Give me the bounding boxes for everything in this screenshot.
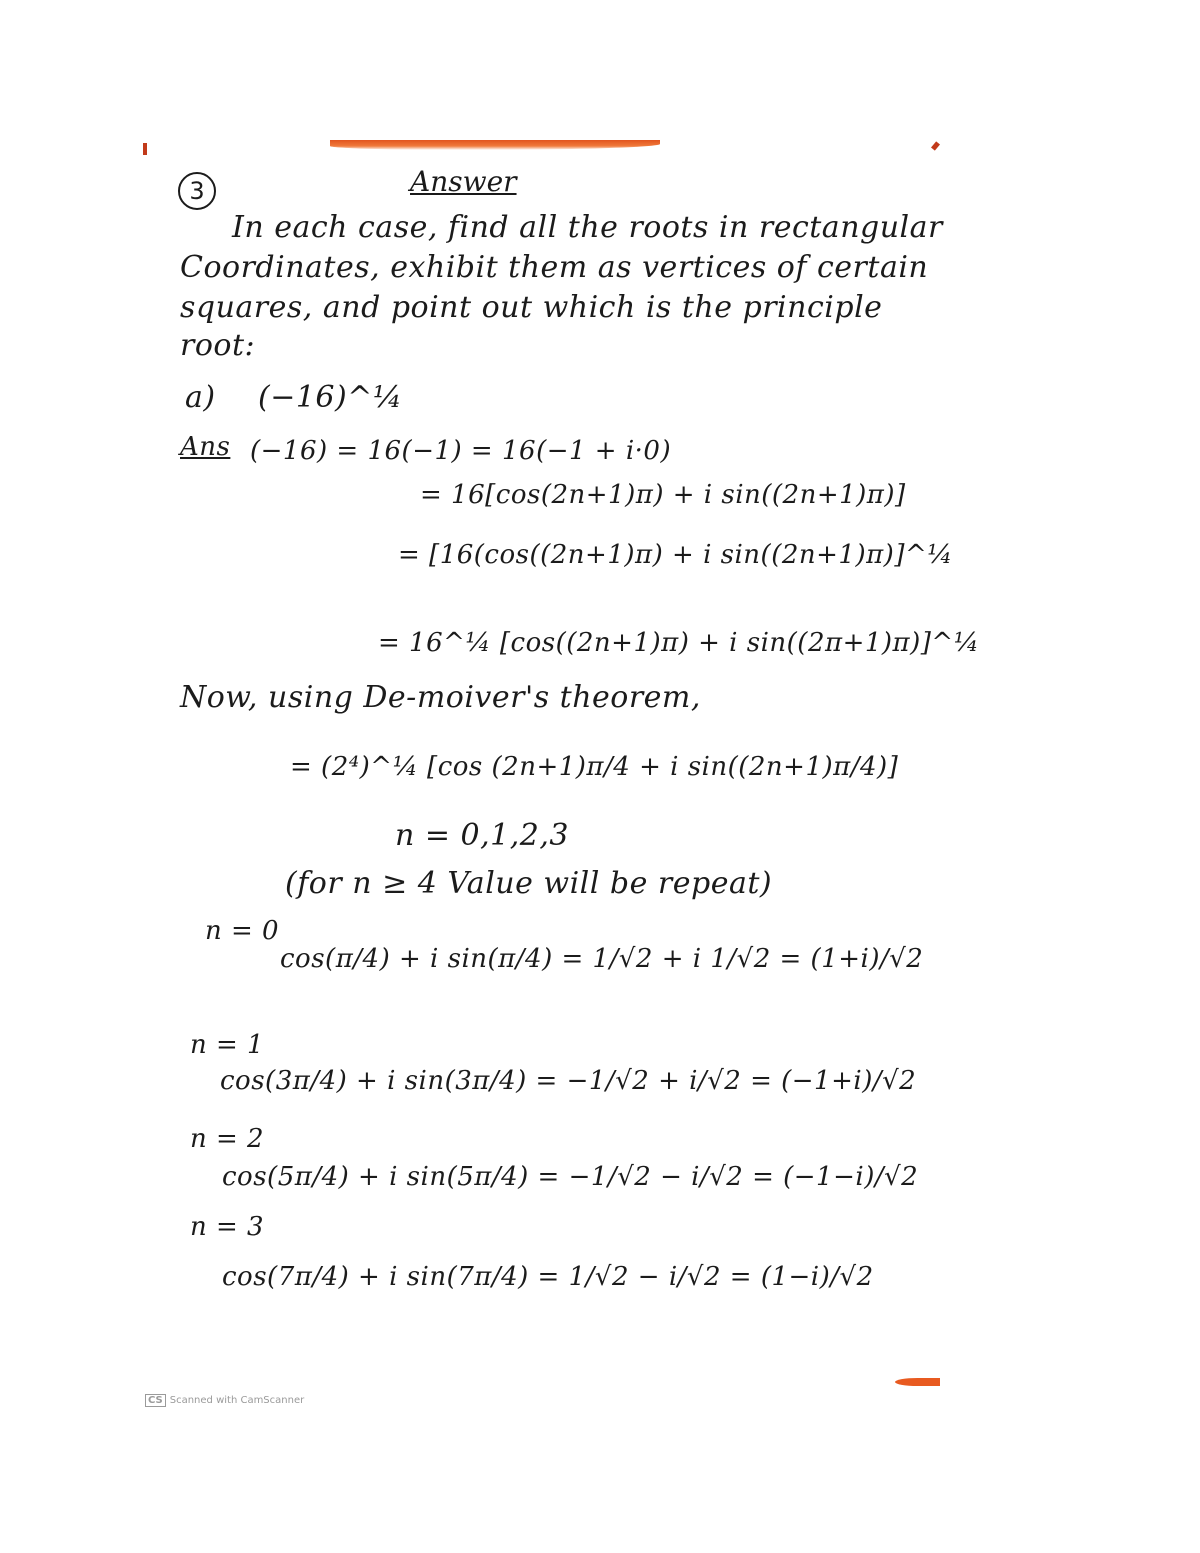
n-values: n = 0,1,2,3 <box>395 818 569 853</box>
step-2: = 16[cos(2n+1)π) + i sin((2n+1)π)] <box>420 480 906 510</box>
torn-paper-edge <box>330 140 660 150</box>
case-label-n0: n = 0 <box>205 916 280 946</box>
case-expr-n2: cos(5π/4) + i sin(5π/4) = −1/√2 − i/√2 = (−1−i)/√2 <box>222 1162 919 1192</box>
question-line-3: squares, and point out which is the principle <box>180 290 883 325</box>
scan-mark <box>143 143 147 155</box>
answer-label: Ans <box>180 432 231 462</box>
scanner-watermark <box>145 1394 304 1407</box>
repeat-note: (for n ≥ 4 Value will be repeat) <box>285 866 773 901</box>
case-expr-n1: cos(3π/4) + i sin(3π/4) = −1/√2 + i/√2 = (−1+i)/√2 <box>220 1066 917 1096</box>
question-line-1: In each case, find all the roots in rectangular <box>232 210 943 245</box>
camscanner-logo: CS <box>145 1394 166 1407</box>
case-label-n2: n = 2 <box>190 1124 265 1154</box>
step-1: (−16) = 16(−1) = 16(−1 + i·0) <box>250 436 672 466</box>
demoivre-formula: = (2⁴)^¼ [cos (2n+1)π/4 + i sin((2n+1)π/4)] <box>290 752 899 782</box>
theorem-line: Now, using De-moiver's theorem, <box>180 680 701 715</box>
scan-mark <box>931 141 940 150</box>
part-expression: (−16)^¼ <box>258 380 403 415</box>
torn-paper-edge <box>895 1378 940 1386</box>
question-line-4: root: <box>180 328 256 363</box>
case-expr-n0: cos(π/4) + i sin(π/4) = 1/√2 + i 1/√2 = (1+i)/√2 <box>280 944 924 974</box>
case-label-n3: n = 3 <box>190 1212 265 1242</box>
step-4: = 16^¼ [cos((2n+1)π) + i sin((2π+1)π)]^¼ <box>378 628 980 658</box>
scanner-text: Scanned with CamScanner <box>169 1395 305 1406</box>
question-number: 3 <box>178 172 216 210</box>
case-label-n1: n = 1 <box>190 1030 265 1060</box>
question-line-2: Coordinates, exhibit them as vertices of certain <box>180 250 929 285</box>
part-label: a) <box>185 380 216 415</box>
step-3: = [16(cos((2n+1)π) + i sin((2n+1)π)]^¼ <box>398 540 953 570</box>
case-expr-n3: cos(7π/4) + i sin(7π/4) = 1/√2 − i/√2 = (1−i)/√2 <box>222 1262 874 1292</box>
answer-heading: Answer <box>410 165 517 198</box>
